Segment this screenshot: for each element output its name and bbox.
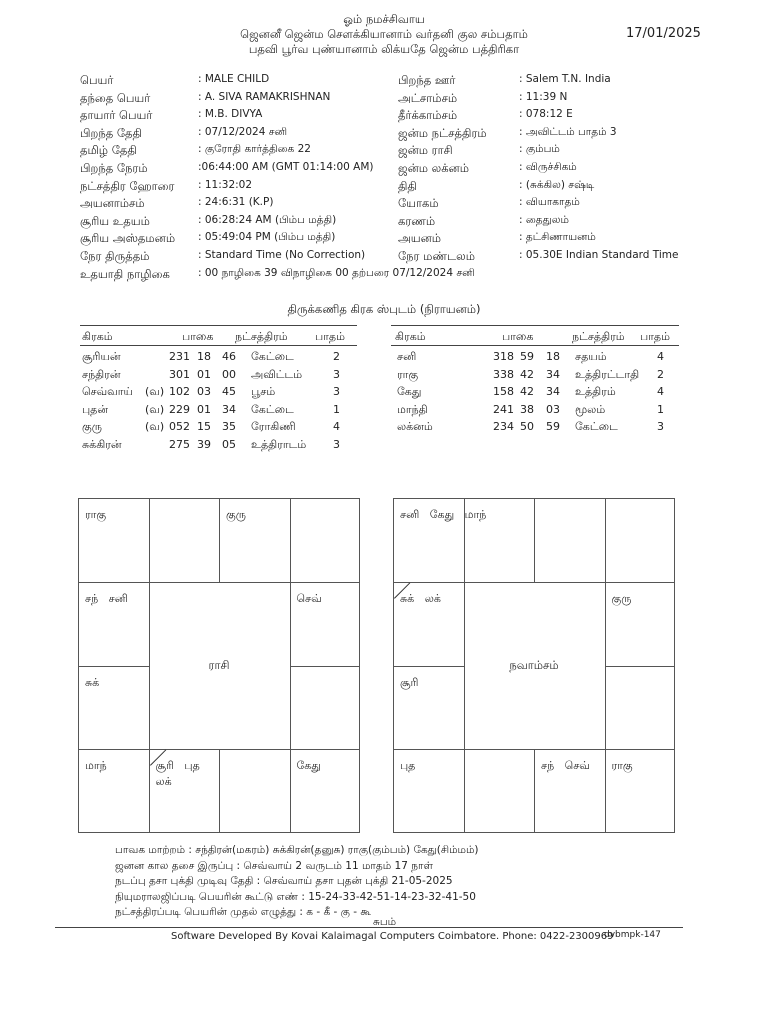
planet-degree: 241 bbox=[493, 402, 514, 416]
planet-pada: 3 bbox=[333, 367, 340, 381]
detail-value: : 11:32:02 bbox=[198, 178, 253, 191]
planet-star: மூலம் bbox=[575, 402, 606, 416]
planet-vakra: (வ) bbox=[145, 402, 165, 416]
chart-house: சூரி புத லக் bbox=[155, 759, 200, 789]
table-right-header-patham: பாதம் bbox=[640, 330, 670, 343]
chart-house: குரு bbox=[611, 591, 632, 605]
planet-name: சூரியன் bbox=[82, 350, 121, 363]
detail-label: பிறந்த தேதி bbox=[80, 125, 142, 140]
planet-star: கேட்டை bbox=[575, 420, 618, 433]
planet-star: சதயம் bbox=[575, 350, 607, 363]
detail-value: : குரோதி கார்த்திகை 22 bbox=[198, 143, 311, 156]
detail-value: : A. SIVA RAMAKRISHNAN bbox=[198, 90, 331, 103]
detail-label: யோகம் bbox=[398, 196, 439, 211]
planet-minute: 38 bbox=[520, 402, 534, 416]
chart-house: ராகு bbox=[611, 759, 633, 773]
note-line: நடப்பு தசா புக்தி முடிவு தேதி : செவ்வாய் தசா புதன் புக்தி 21-05-2025 bbox=[115, 875, 453, 887]
planet-degree: 338 bbox=[493, 367, 514, 381]
detail-value: : Standard Time (No Correction) bbox=[198, 249, 366, 261]
footer-rule bbox=[55, 927, 683, 928]
detail-label: அயனாம்சம் bbox=[80, 196, 145, 211]
detail-label: அட்சாம்சம் bbox=[398, 90, 458, 105]
table-right-header-rule bbox=[391, 345, 679, 346]
chart-house: புத bbox=[400, 759, 416, 773]
planet-name: மாந்தி bbox=[397, 402, 428, 416]
planet-pada: 2 bbox=[657, 367, 664, 381]
detail-value: : 11:39 N bbox=[519, 90, 568, 103]
detail-label: சூரிய அஸ்தமனம் bbox=[80, 231, 176, 246]
detail-label: பிறந்த ஊர் bbox=[398, 73, 456, 87]
detail-value: : விருச்சிகம் bbox=[519, 161, 577, 173]
table-right-top-rule bbox=[391, 325, 679, 326]
detail-label: ஜன்ம ராசி bbox=[398, 143, 453, 158]
detail-label: பெயர் bbox=[80, 73, 114, 87]
table-right-header-graham: கிரகம் bbox=[395, 330, 426, 343]
chart-grid-line bbox=[605, 666, 676, 667]
planet-pada: 3 bbox=[333, 385, 340, 398]
planet-second: 34 bbox=[546, 385, 560, 398]
planet-pada: 4 bbox=[333, 420, 340, 433]
planet-second: 00 bbox=[222, 367, 236, 381]
planet-second: 34 bbox=[546, 367, 560, 381]
detail-label: திதி bbox=[398, 178, 417, 193]
detail-value: : தைதுலம் bbox=[519, 213, 569, 226]
planet-name: குரு bbox=[82, 420, 102, 433]
planet-minute: 03 bbox=[197, 385, 211, 398]
planet-star: உத்திராடம் bbox=[251, 437, 307, 451]
chart-house: சனி கேது மாந் bbox=[400, 508, 487, 521]
planet-star: கேட்டை bbox=[251, 350, 294, 363]
planet-pada: 3 bbox=[333, 437, 340, 451]
detail-value: : வியாகாதம் bbox=[519, 196, 580, 209]
planet-star: உத்திரட்டாதி bbox=[575, 367, 640, 381]
planet-vakra: (வ) bbox=[145, 385, 165, 398]
planet-name: ராகு bbox=[397, 367, 419, 381]
planet-minute: 59 bbox=[520, 350, 534, 363]
planet-second: 45 bbox=[222, 385, 236, 398]
planet-degree: 275 bbox=[169, 437, 190, 451]
planet-pada: 1 bbox=[657, 402, 664, 416]
planet-degree: 231 bbox=[169, 350, 190, 363]
planets-title: திருக்கணித கிரக ஸ்புடம் (நிராயனம்) bbox=[287, 302, 481, 316]
chart-grid-line bbox=[78, 582, 360, 583]
detail-label: உதயாதி நாழிகை bbox=[80, 266, 170, 281]
chart-center-label: நவாம்சம் bbox=[509, 657, 559, 672]
planet-minute: 15 bbox=[197, 420, 211, 433]
planet-name: சுக்கிரன் bbox=[82, 437, 122, 451]
detail-label: தமிழ் தேதி bbox=[80, 143, 137, 158]
chart-house: குரு bbox=[226, 508, 246, 521]
chart-grid-line bbox=[219, 498, 220, 582]
planet-degree: 301 bbox=[169, 367, 190, 381]
header-line-1: ஓம் நமச்சிவாய bbox=[343, 12, 425, 26]
planet-name: சந்திரன் bbox=[82, 367, 121, 381]
detail-label: நட்சத்திர ஹோரை bbox=[80, 178, 175, 193]
detail-value: : அவிட்டம் பாதம் 3 bbox=[519, 125, 617, 138]
planet-second: 05 bbox=[222, 437, 236, 451]
detail-label: ஜன்ம லக்னம் bbox=[398, 161, 469, 175]
chart-house: சுக் bbox=[85, 675, 100, 689]
planet-second: 59 bbox=[546, 420, 560, 433]
detail-label: கரணம் bbox=[398, 213, 436, 228]
table-left-top-rule bbox=[80, 325, 357, 326]
planet-minute: 01 bbox=[197, 402, 211, 416]
planet-degree: 102 bbox=[169, 385, 190, 398]
planet-star: கேட்டை bbox=[251, 402, 294, 416]
header-line-2: ஜெனனீ ஜென்ம சௌக்கியானாம் வர்தனி குல சம்பதாம் bbox=[240, 27, 528, 41]
chart-grid-line bbox=[393, 666, 464, 667]
planet-degree: 318 bbox=[493, 350, 514, 363]
note-line: நியுமராலஜிப்படி பெயரின் கூட்டு எண் : 15-24-33-42-51-14-23-32-41-50 bbox=[115, 890, 476, 903]
chart-house: சூரி bbox=[400, 675, 419, 689]
note-line: பாவக மாற்றம் : சந்திரன்(மகரம்) சுக்கிரன்(தனுசு) ராகு(கும்பம்) கேது(சிம்மம்) bbox=[115, 844, 479, 856]
planet-star: பூசம் bbox=[251, 385, 276, 398]
planet-minute: 18 bbox=[197, 350, 211, 363]
planet-degree: 158 bbox=[493, 385, 514, 398]
planet-star: ரோகிணி bbox=[251, 420, 296, 433]
planet-degree: 229 bbox=[169, 402, 190, 416]
detail-value: : MALE CHILD bbox=[198, 73, 270, 85]
planet-pada: 1 bbox=[333, 402, 340, 416]
detail-value: : 24:6:31 (K.P) bbox=[198, 196, 274, 209]
planet-pada: 4 bbox=[657, 385, 664, 398]
detail-label: தீர்க்காம்சம் bbox=[398, 108, 458, 123]
planet-minute: 42 bbox=[520, 367, 534, 381]
detail-label: நேர மண்டலம் bbox=[398, 249, 475, 263]
detail-label: பிறந்த நேரம் bbox=[80, 161, 148, 175]
planet-pada: 2 bbox=[333, 350, 340, 363]
planet-minute: 39 bbox=[197, 437, 211, 451]
table-left-header-graham: கிரகம் bbox=[82, 330, 113, 343]
detail-value: :06:44:00 AM (GMT 01:14:00 AM) bbox=[198, 161, 374, 173]
detail-value: : 05:49:04 PM (பிம்ப மத்தி) bbox=[198, 231, 336, 244]
planet-pada: 3 bbox=[657, 420, 664, 433]
detail-value: : 078:12 E bbox=[519, 108, 573, 121]
planet-minute: 01 bbox=[197, 367, 211, 381]
detail-value: : கும்பம் bbox=[519, 143, 560, 156]
chart-grid-line bbox=[534, 498, 535, 582]
print-date: 17/01/2025 bbox=[626, 26, 701, 41]
detail-label: நேர திருத்தம் bbox=[80, 249, 150, 263]
chart-grid-line bbox=[393, 749, 675, 750]
note-line: சுபம் bbox=[373, 915, 397, 928]
header-line-3: பதவி பூர்வ புண்யானாம் லிக்யதே ஜென்ம பத்திரிகா bbox=[248, 42, 520, 56]
chart-house: சந் செவ் bbox=[541, 759, 590, 773]
planet-second: 46 bbox=[222, 350, 236, 363]
planet-name: சனி bbox=[397, 350, 417, 363]
detail-value: : தட்சிணாயனம் bbox=[519, 231, 596, 244]
planet-second: 03 bbox=[546, 402, 560, 416]
detail-value: : 00 நாழிகை 39 விநாழிகை 00 தற்பரை 07/12/2024 சனி bbox=[198, 266, 475, 279]
planet-name: கேது bbox=[397, 385, 422, 398]
planet-minute: 42 bbox=[520, 385, 534, 398]
table-left-header-rule bbox=[80, 345, 357, 346]
table-right-header-nakshatra: நட்சத்திரம் bbox=[572, 330, 625, 343]
table-left-header-bhagai: பாகை bbox=[182, 330, 214, 343]
chart-house: மாந் bbox=[85, 759, 107, 773]
footer-text: Software Developed By Kovai Kalaimagal Computers Coimbatore. Phone: 0422-2300969 bbox=[171, 931, 614, 942]
chart-house: ராகு bbox=[85, 508, 107, 521]
detail-value: : 05.30E Indian Standard Time bbox=[519, 249, 679, 261]
planet-second: 35 bbox=[222, 420, 236, 433]
detail-label: ஜன்ம நட்சத்திரம் bbox=[398, 125, 487, 140]
planet-minute: 50 bbox=[520, 420, 534, 433]
planet-pada: 4 bbox=[657, 350, 664, 363]
detail-value: : Salem T.N. India bbox=[519, 73, 611, 85]
detail-label: தாயார் பெயர் bbox=[80, 108, 153, 123]
planet-second: 34 bbox=[222, 402, 236, 416]
planet-name: புதன் bbox=[82, 402, 109, 416]
planet-degree: 234 bbox=[493, 420, 514, 433]
chart-house: சுக் லக் bbox=[400, 591, 441, 605]
table-left-header-nakshatra: நட்சத்திரம் bbox=[235, 330, 288, 343]
chart-grid-line bbox=[78, 666, 149, 667]
planet-name: செவ்வாய் bbox=[82, 385, 133, 398]
detail-value: : 07/12/2024 சனி bbox=[198, 125, 288, 138]
planet-vakra: (வ) bbox=[145, 420, 165, 433]
planet-star: உத்திரம் bbox=[575, 385, 616, 398]
chart-house: செவ் bbox=[296, 591, 322, 605]
detail-label: சூரிய உதயம் bbox=[80, 213, 150, 228]
chart-house: கேது bbox=[296, 759, 321, 773]
planet-second: 18 bbox=[546, 350, 560, 363]
planet-degree: 052 bbox=[169, 420, 190, 433]
footer-code: dvbmpk-147 bbox=[604, 930, 661, 940]
chart-grid-line bbox=[78, 749, 360, 750]
planet-star: அவிட்டம் bbox=[251, 367, 303, 381]
table-right-header-bhagai: பாகை bbox=[502, 330, 534, 343]
chart-grid-line bbox=[219, 749, 220, 833]
detail-value: : (சுக்கில) சஷ்டி bbox=[519, 178, 595, 191]
chart-house: சந் சனி bbox=[85, 591, 128, 605]
chart-grid-line bbox=[290, 666, 361, 667]
detail-label: அயனம் bbox=[398, 231, 442, 246]
note-line: நட்சத்திரப்படி பெயரின் முதல் எழுத்து : க - கீ - கு - கூ bbox=[115, 906, 371, 918]
note-line: ஜனன கால தசை இருப்பு : செவ்வாய் 2 வருடம் 11 மாதம் 17 நாள் bbox=[115, 859, 433, 872]
table-left-header-patham: பாதம் bbox=[315, 330, 345, 343]
detail-value: : 06:28:24 AM (பிம்ப மத்தி) bbox=[198, 213, 337, 226]
chart-grid-line bbox=[534, 749, 535, 833]
planet-name: லக்னம் bbox=[397, 420, 433, 433]
chart-center-label: ராசி bbox=[208, 657, 230, 672]
detail-value: : M.B. DIVYA bbox=[198, 108, 263, 121]
detail-label: தந்தை பெயர் bbox=[80, 90, 151, 105]
chart-grid-line bbox=[393, 582, 675, 583]
